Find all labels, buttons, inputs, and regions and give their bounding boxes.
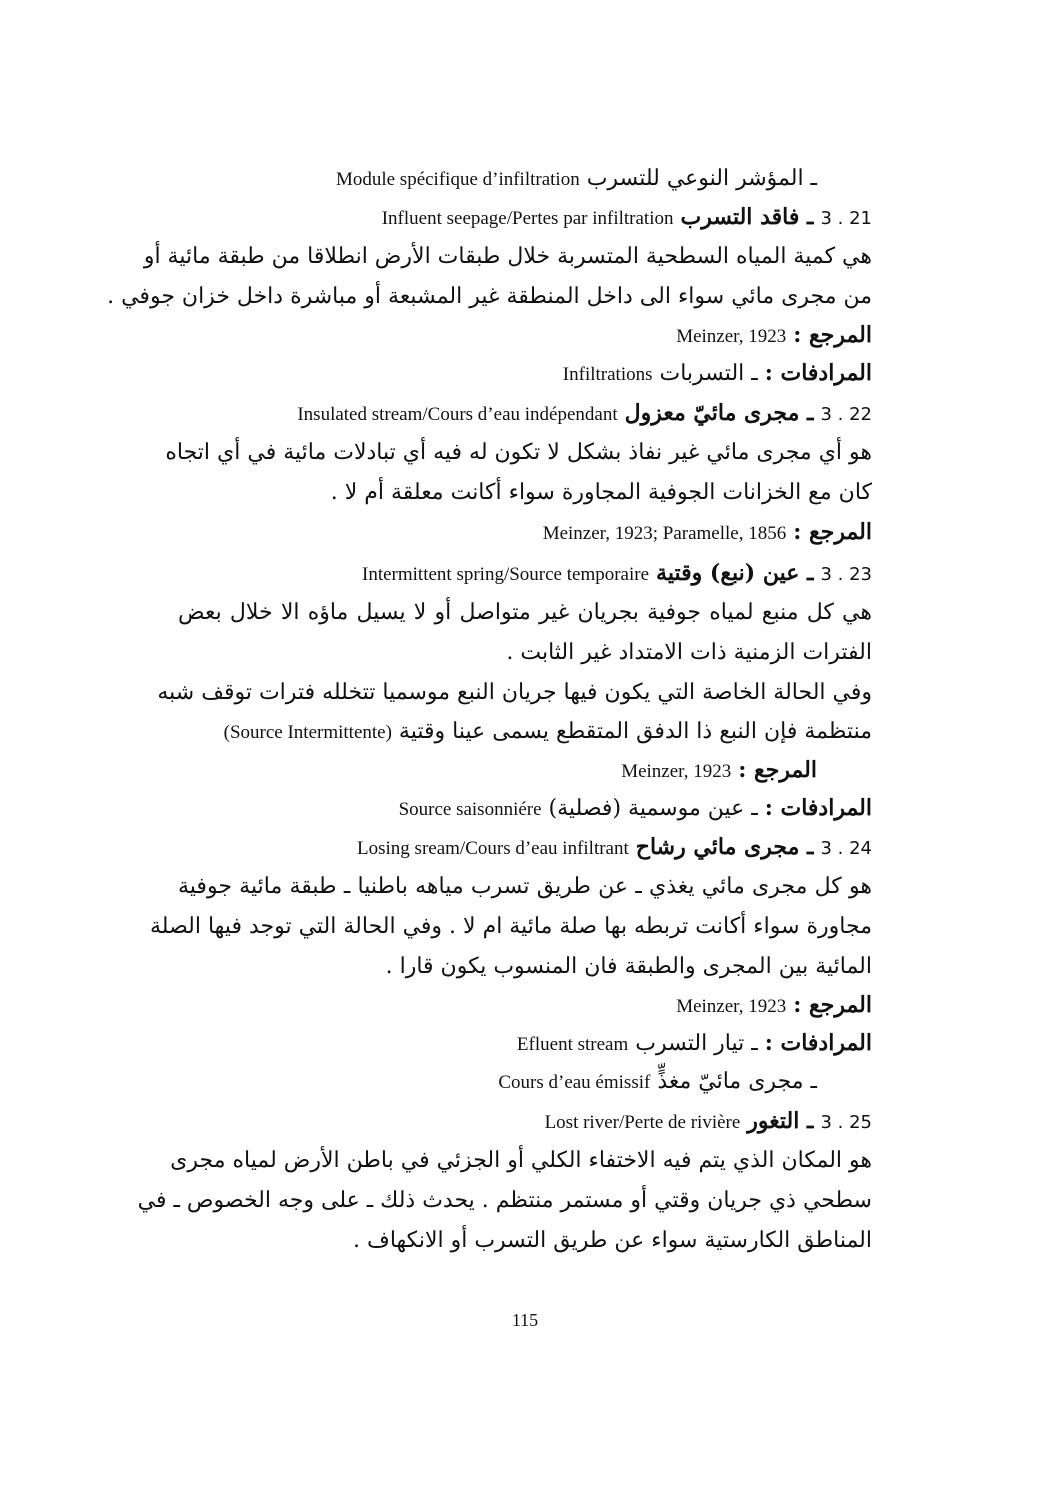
entry-title-ar: ـ التغور — [747, 1108, 814, 1134]
entry-heading-3-22 — [297, 402, 872, 425]
entry-heading-3-24 — [357, 836, 872, 859]
entry-title-ar: ـ عين (نبع) وقتية — [656, 560, 814, 586]
entry-title-fr: Losing sream/Cours d’eau infiltrant — [357, 838, 629, 859]
entry-body-line: من مجرى مائي سواء الى داخل المنطقة غير المشبعة أو مباشرة داخل خزان جوفي . — [107, 284, 872, 309]
entry-number: 3 . 24 — [820, 838, 872, 859]
entry-heading-3-23 — [362, 562, 872, 585]
entry-body-line: هو كل مجرى مائي يغذي ـ عن طريق تسرب مياهه باطنيا ـ طبقة مائية جوفية — [178, 874, 872, 899]
entry-title-fr: Intermittent spring/Source temporaire — [362, 564, 650, 585]
reference-value: Meinzer, 1923; Paramelle, 1856 — [542, 523, 787, 544]
entry-synonyms — [399, 797, 872, 820]
entry-reference — [676, 324, 872, 347]
reference-label: المرجع : — [793, 322, 872, 348]
entry-reference — [621, 759, 817, 782]
entry-body-line: هو المكان الذي يتم فيه الاختفاء الكلي أو الجزئي في باطن الأرض لمياه مجرى — [170, 1148, 872, 1173]
synonym-fr: Cours d’eau émissif — [498, 1072, 651, 1093]
reference-label: المرجع : — [738, 757, 817, 783]
entry-body-line: وفي الحالة الخاصة التي يكون فيها جريان النبع موسميا تتخلله فترات توقف شبه — [157, 680, 872, 705]
entry-title-fr: Insulated stream/Cours d’eau indépendant — [297, 404, 618, 425]
entry-synonyms — [517, 1032, 872, 1055]
entry-body-line: هي كمية المياه السطحية المتسربة خلال طبقات الأرض انطلاقا من طبقة مائية أو — [143, 244, 872, 269]
entry-title-ar: ـ مجرى مائيّ معزول — [624, 400, 814, 426]
synonyms-label: المرادفات : — [764, 795, 872, 821]
synonym-fr: Source saisonniére — [398, 799, 542, 820]
entry-heading-3-25 — [545, 1110, 872, 1133]
synonyms-label: المرادفات : — [764, 1030, 872, 1056]
entry-number: 3 . 25 — [820, 1112, 872, 1133]
entry-title-fr: Lost river/Perte de rivière — [544, 1112, 741, 1133]
intro-term-fr: Module spécifique d’infiltration — [335, 169, 580, 190]
entry-body-line: هي كل منبع لمياه جوفية بجريان غير متواصل أو لا يسيل ماؤه الا خلال بعض — [178, 600, 872, 625]
entry-reference — [676, 994, 872, 1017]
synonym-fr: Infiltrations — [562, 364, 653, 385]
entry-number: 3 . 21 — [820, 208, 872, 229]
entry-body-line: المائية بين المجرى والطبقة فان المنسوب يكون قارا . — [385, 954, 872, 979]
intro-term-line — [336, 168, 817, 190]
synonym-ar: ـ عين موسمية (فصلية) — [548, 796, 758, 821]
page-number: 115 — [511, 1310, 539, 1330]
synonym-ar: ـ التسربات — [659, 361, 758, 386]
reference-value: Meinzer, 1923 — [676, 996, 787, 1017]
entry-body-text: منتظمة فإن النبع ذا الدفق المتقطع يسمى عينا وقتية — [398, 719, 872, 744]
synonym-ar: ـ تيار التسرب — [635, 1031, 758, 1056]
entry-body-line: مجاورة سواء أكانت تربطه بها صلة مائية ام لا . وفي الحالة التي توجد فيها الصلة — [150, 914, 872, 939]
entry-body-line: الفترات الزمنية ذات الامتداد غير الثابت . — [506, 640, 872, 665]
entry-synonyms — [563, 362, 872, 385]
entry-heading-3-21 — [382, 206, 872, 229]
reference-value: Meinzer, 1923 — [621, 761, 732, 782]
entry-reference — [543, 521, 872, 544]
entry-body-line — [224, 721, 872, 743]
entry-body-line: هو أي مجرى مائي غير نفاذ بشكل لا تكون له فيه أي تبادلات مائية في أي اتجاه — [165, 440, 872, 465]
entry-number: 3 . 22 — [820, 404, 872, 425]
reference-value: Meinzer, 1923 — [676, 326, 787, 347]
entry-body-line: المناطق الكارستية سواء عن طريق التسرب أو الانكهاف . — [353, 1228, 872, 1253]
entry-body-fr: (Source Intermittente) — [223, 722, 392, 743]
entry-number: 3 . 23 — [820, 564, 872, 585]
entry-title-ar: ـ مجرى مائي رشاح — [635, 834, 814, 860]
reference-label: المرجع : — [793, 519, 872, 545]
synonym-fr: Efluent stream — [516, 1034, 629, 1055]
entry-title-fr: Influent seepage/Pertes par infiltration — [381, 208, 674, 229]
entry-synonym-line — [498, 1071, 817, 1093]
entry-body-line: كان مع الخزانات الجوفية المجاورة سواء أكانت معلقة أم لا . — [330, 480, 872, 505]
synonym-ar: ـ مجرى مائيّ مغذٍّ — [657, 1069, 817, 1094]
entry-body-line: سطحي ذي جريان وقتي أو مستمر منتظم . يحدث ذلك ـ على وجه الخصوص ـ في — [137, 1188, 872, 1213]
reference-label: المرجع : — [793, 992, 872, 1018]
intro-term-ar: ـ المؤشر النوعي للتسرب — [586, 166, 817, 191]
entry-title-ar: ـ فاقد التسرب — [680, 204, 814, 230]
synonyms-label: المرادفات : — [764, 360, 872, 386]
